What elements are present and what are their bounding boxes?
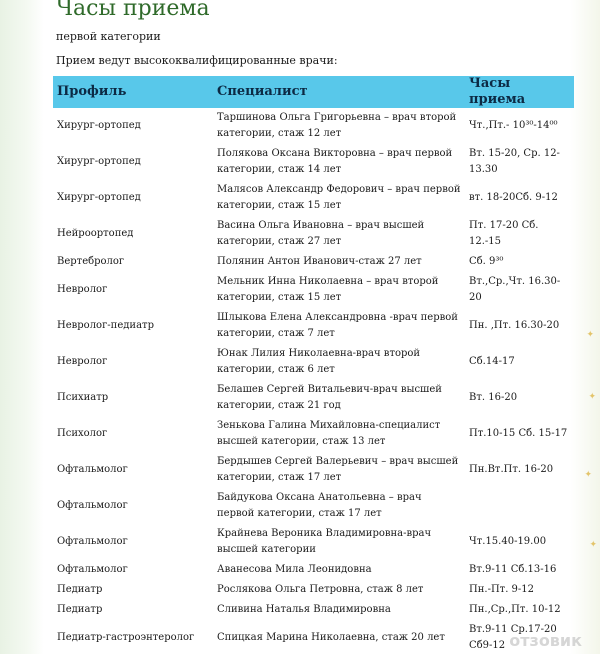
table-row (53, 308, 574, 344)
specialist-cell: Шлыкова Елена Александровна -врач первой категории, стаж 7 лет (217, 312, 458, 339)
specialist-cell: Малясов Александр Федорович – врач первой категории, стаж 15 лет (217, 184, 461, 211)
category-text: первой категории (56, 30, 161, 43)
hours-cell: Пт.10-15 Сб. 15-17 (469, 428, 568, 439)
sparkle-icon: ✦ (586, 330, 594, 340)
specialist-cell: Спицкая Марина Николаевна, стаж 20 лет (217, 632, 445, 643)
profile-cell: Офтальмолог (57, 536, 128, 547)
specialist-cell: Аванесова Мила Леонидовна (217, 564, 372, 575)
intro-text: Прием ведут высококвалифицированные врачи: (56, 54, 338, 67)
hours-cell: Пн.-Пт. 9-12 (469, 584, 535, 595)
specialist-cell: Юнак Лилия Николаевна-врач второй категории, стаж 6 лет (217, 348, 421, 375)
profile-cell: Невролог (57, 284, 108, 295)
profile-cell: Невролог (57, 356, 108, 367)
profile-cell: Офтальмолог (57, 464, 128, 475)
profile-cell: Психолог (57, 428, 108, 439)
hours-cell: Вт.9-11 Ср.17-20 Сб9-12 (469, 624, 557, 651)
profile-cell: Психиатр (57, 392, 109, 403)
profile-cell: Вертебролог (57, 256, 125, 267)
specialist-cell: Мельник Инна Николаевна – врач второй категории, стаж 15 лет (217, 276, 439, 303)
profile-cell: Офтальмолог (57, 564, 128, 575)
hours-cell: Сб. 9³⁰ (469, 256, 504, 267)
hours-cell: Вт.,Ср.,Чт. 16.30-20 (469, 276, 561, 303)
table-row (53, 560, 574, 580)
left-decoration (0, 0, 44, 654)
schedule-table (53, 76, 574, 656)
page-title: Часы приема (56, 0, 210, 21)
right-decoration (570, 0, 600, 654)
hours-cell: Пт. 17-20 Сб. 12.-15 (469, 220, 539, 247)
table-row (53, 180, 574, 216)
header-specialist: Специалист (213, 76, 465, 108)
specialist-cell: Васина Ольга Ивановна – врач высшей категории, стаж 27 лет (217, 220, 425, 247)
table-row (53, 600, 574, 620)
table-row (53, 416, 574, 452)
table-row (53, 524, 574, 560)
table-row (53, 620, 574, 656)
hours-cell: Чт.15.40-19.00 (469, 536, 547, 547)
sparkle-icon: ✦ (589, 540, 597, 550)
profile-cell: Хирург-ортопед (57, 156, 141, 167)
table-row (53, 580, 574, 600)
profile-cell: Педиатр (57, 584, 103, 595)
sparkle-icon: ✦ (588, 392, 596, 402)
specialist-cell: Полянин Антон Иванович-стаж 27 лет (217, 256, 422, 267)
hours-cell: Пн.Вт.Пт. 16-20 (469, 464, 554, 475)
table-row (53, 144, 574, 180)
profile-cell: Педиатр-гастроэнтеролог (57, 632, 195, 643)
watermark-logo: отзовик (509, 631, 582, 650)
specialist-cell: Байдукова Оксана Анатольевна – врач первой категории, стаж 17 лет (217, 492, 422, 519)
table-row (53, 344, 574, 380)
profile-cell: Нейроортопед (57, 228, 134, 239)
specialist-cell: Зенькова Галина Михайловна-специалист высшей категории, стаж 13 лет (217, 420, 441, 447)
hours-cell: Вт.9-11 Сб.13-16 (469, 564, 557, 575)
table-row (53, 380, 574, 416)
specialist-cell: Таршинова Ольга Григорьевна – врач второй категории, стаж 12 лет (217, 112, 457, 139)
profile-cell: Офтальмолог (57, 500, 128, 511)
hours-cell: вт. 18-20Сб. 9-12 (469, 192, 558, 203)
hours-cell: Чт.,Пт.- 10³⁰-14⁰⁰ (469, 120, 558, 131)
table-row (53, 252, 574, 272)
specialist-cell: Рослякова Ольга Петровна, стаж 8 лет (217, 584, 424, 595)
sparkle-icon: ✦ (584, 470, 592, 480)
table-header-row (53, 76, 574, 108)
profile-cell: Педиатр (57, 604, 103, 615)
hours-cell: Вт. 16-20 (469, 392, 518, 403)
specialist-cell: Полякова Оксана Викторовна – врач первой категории, стаж 14 лет (217, 148, 453, 175)
table-row (53, 108, 574, 144)
table-row (53, 488, 574, 524)
table-row (53, 272, 574, 308)
table-row (53, 216, 574, 252)
hours-cell: Пн.,Ср.,Пт. 10-12 (469, 604, 561, 615)
header-hours: Часы приема (465, 76, 574, 108)
profile-cell: Невролог-педиатр (57, 320, 154, 331)
profile-cell: Хирург-ортопед (57, 120, 141, 131)
hours-cell: Сб.14-17 (469, 356, 515, 367)
header-profile: Профиль (53, 76, 213, 108)
specialist-cell: Бердышев Сергей Валерьевич – врач высшей категории, стаж 17 лет (217, 456, 459, 483)
hours-cell: Пн. ,Пт. 16.30-20 (469, 320, 560, 331)
hours-cell (465, 488, 574, 524)
table-body (53, 108, 574, 656)
hours-cell: Вт. 15-20, Ср. 12-13.30 (469, 148, 560, 175)
specialist-cell: Крайнева Вероника Владимировна-врач высшей категории (217, 528, 432, 555)
profile-cell: Хирург-ортопед (57, 192, 141, 203)
specialist-cell: Сливина Наталья Владимировна (217, 604, 391, 615)
table-row (53, 452, 574, 488)
specialist-cell: Белашев Сергей Витальевич-врач высшей категории, стаж 21 год (217, 384, 442, 411)
